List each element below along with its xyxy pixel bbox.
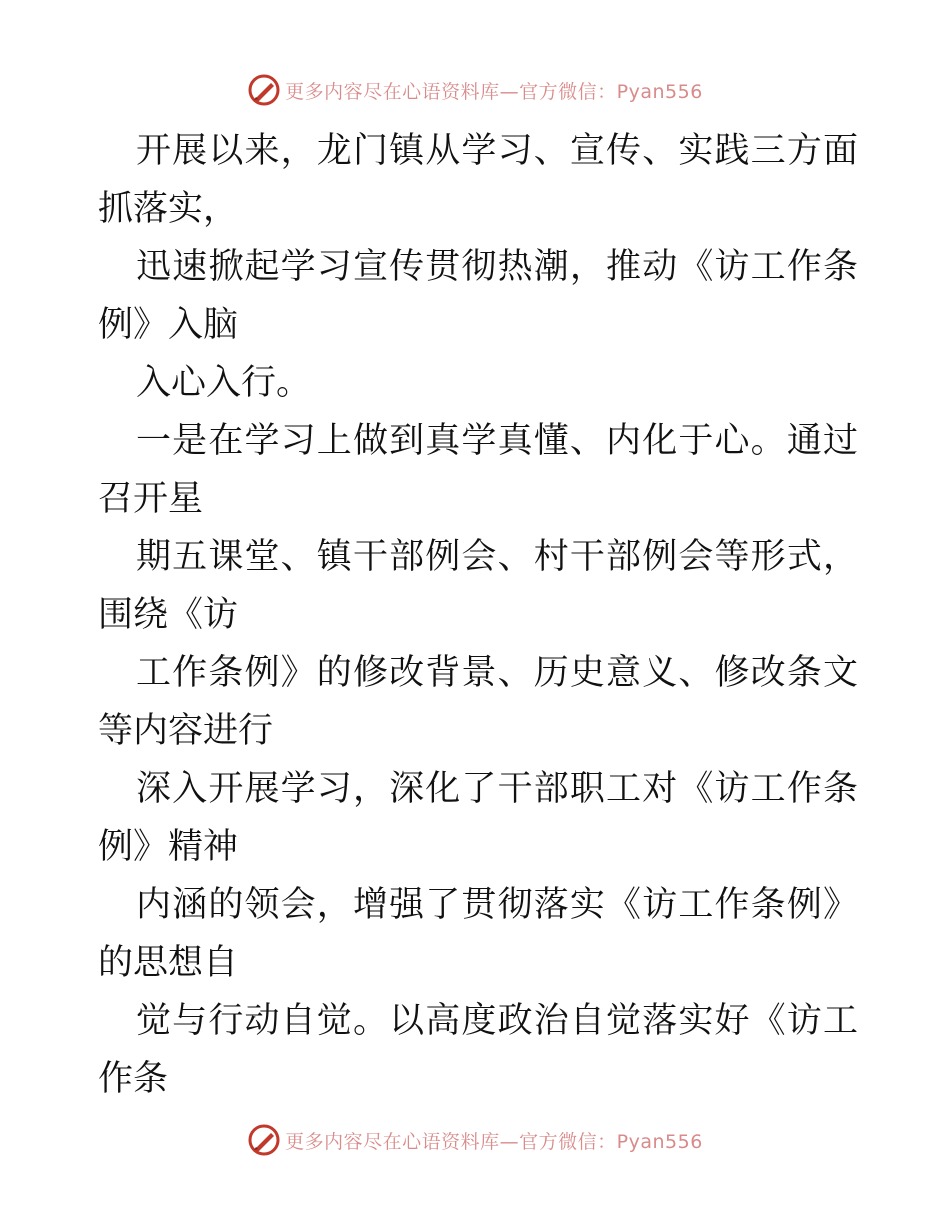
paragraph-3: 入心入行。	[136, 363, 312, 403]
paragraph-1: 开展以来，龙门镇从学习、宣传、实践三方面抓落实，	[98, 131, 858, 229]
paragraph-5: 期五课堂、镇干部例会、村干部例会等形式，围绕《访	[98, 537, 858, 635]
paragraph-6: 工作条例》的修改背景、历史意义、修改条文等内容进行	[98, 653, 858, 751]
paragraph-2: 迅速掀起学习宣传贯彻热潮，推动《访工作条例》入脑	[98, 247, 858, 345]
paragraph-9: 觉与行动自觉。以高度政治自觉落实好《访工作条	[98, 1001, 858, 1099]
paragraph-7: 深入开展学习，深化了干部职工对《访工作条例》精神	[98, 769, 858, 867]
header-banner-text: 更多内容尽在心语资料库—官方微信：Pyan556	[285, 80, 703, 103]
pen-logo-icon	[247, 1123, 281, 1157]
paragraph-4: 一是在学习上做到真学真懂、内化于心。通过召开星	[98, 421, 858, 519]
pen-logo-icon	[247, 73, 281, 107]
document-body	[98, 122, 858, 1108]
footer-banner	[0, 1120, 950, 1160]
footer-banner-text: 更多内容尽在心语资料库—官方微信：Pyan556	[285, 1130, 703, 1153]
paragraph-8: 内涵的领会，增强了贯彻落实《访工作条例》的思想自	[98, 885, 858, 983]
header-banner	[0, 70, 950, 110]
